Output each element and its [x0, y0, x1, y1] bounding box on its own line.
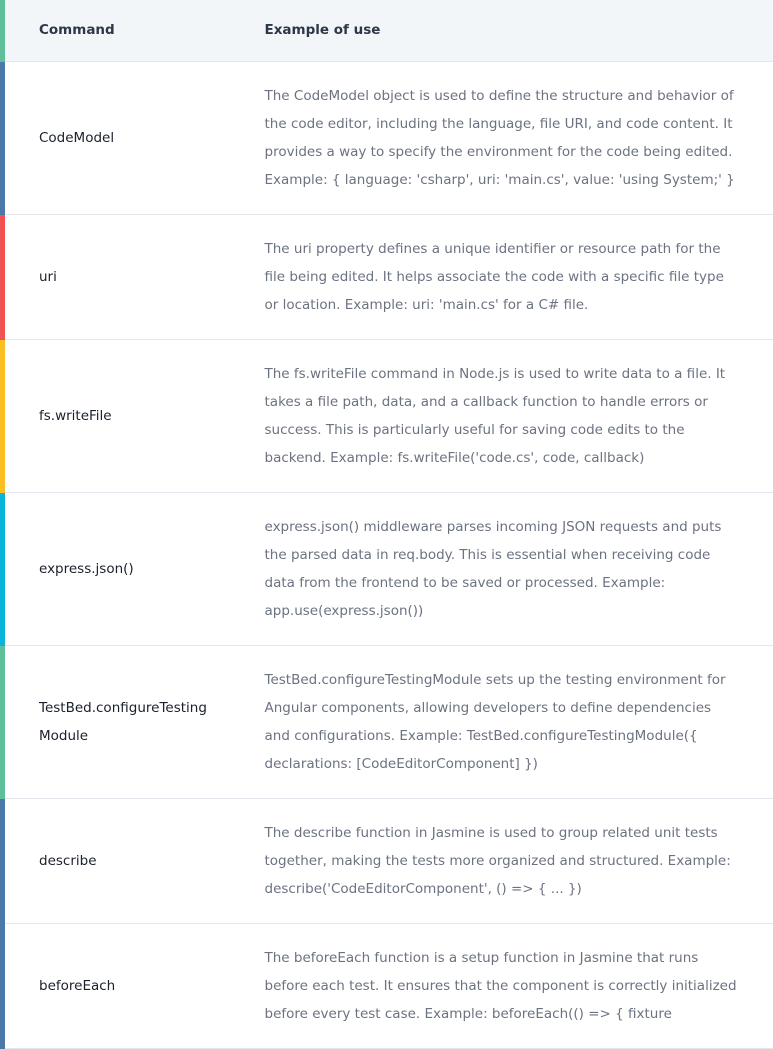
row-command-cell	[3, 798, 235, 923]
table-row	[3, 645, 773, 798]
row-description-cell: The CodeModel object is used to define the structure and behavior of the code editor, including the language, file URI, and code content. It provides a way to specify the environment for the code being edited. Example: { language: 'csharp', uri: 'main.cs', value: 'using System;' }	[235, 61, 773, 214]
table-row	[3, 61, 773, 214]
row-command-cell	[3, 61, 235, 214]
row-description-cell: express.json() middleware parses incoming JSON requests and puts the parsed data in req.body. This is essential when receiving code data from the frontend to be saved or processed. Example: app.use(express.json())	[235, 492, 773, 645]
row-description-cell: The fs.writeFile command in Node.js is used to write data to a file. It takes a file path, data, and a callback function to handle errors or success. This is particularly useful for saving code edits to the backend. Example: fs.writeFile('code.cs', code, callback)	[235, 339, 773, 492]
command-name: uri	[39, 268, 57, 285]
row-description-cell: The beforeEach function is a setup function in Jasmine that runs before each test. It ensures that the component is correctly initialized before every test case. Example: beforeEach(() => { fixture	[235, 923, 773, 1048]
row-description-cell: The uri property defines a unique identifier or resource path for the file being edited. It helps associate the code with a specific file type or location. Example: uri: 'main.cs' for a C# file.	[235, 214, 773, 339]
row-command-cell	[3, 923, 235, 1048]
table-row	[3, 923, 773, 1048]
row-description-cell: TestBed.configureTestingModule sets up the testing environment for Angular components, allowing developers to define dependencies and configurations. Example: TestBed.configureTestingModule({ declarations: [CodeEditorComponent] })	[235, 645, 773, 798]
table-row	[3, 339, 773, 492]
row-command-cell	[3, 214, 235, 339]
command-name: CodeModel	[39, 129, 115, 146]
column-header-command: Command	[3, 0, 235, 61]
command-name: describe	[39, 852, 97, 869]
row-command-cell	[3, 492, 235, 645]
table-row	[3, 214, 773, 339]
row-command-cell	[3, 645, 235, 798]
table-row	[3, 798, 773, 923]
row-command-cell	[3, 339, 235, 492]
row-description-cell: The describe function in Jasmine is used to group related unit tests together, making the tests more organized and structured. Example: describe('CodeEditorComponent', () => { ... })	[235, 798, 773, 923]
command-name: fs.writeFile	[39, 407, 112, 424]
command-name: express.json()	[39, 560, 134, 577]
table-row	[3, 492, 773, 645]
command-name: TestBed.configureTestingModule	[39, 699, 207, 744]
command-name: beforeEach	[39, 977, 116, 994]
table-header-row	[3, 0, 773, 61]
column-header-example: Example of use	[235, 0, 773, 61]
